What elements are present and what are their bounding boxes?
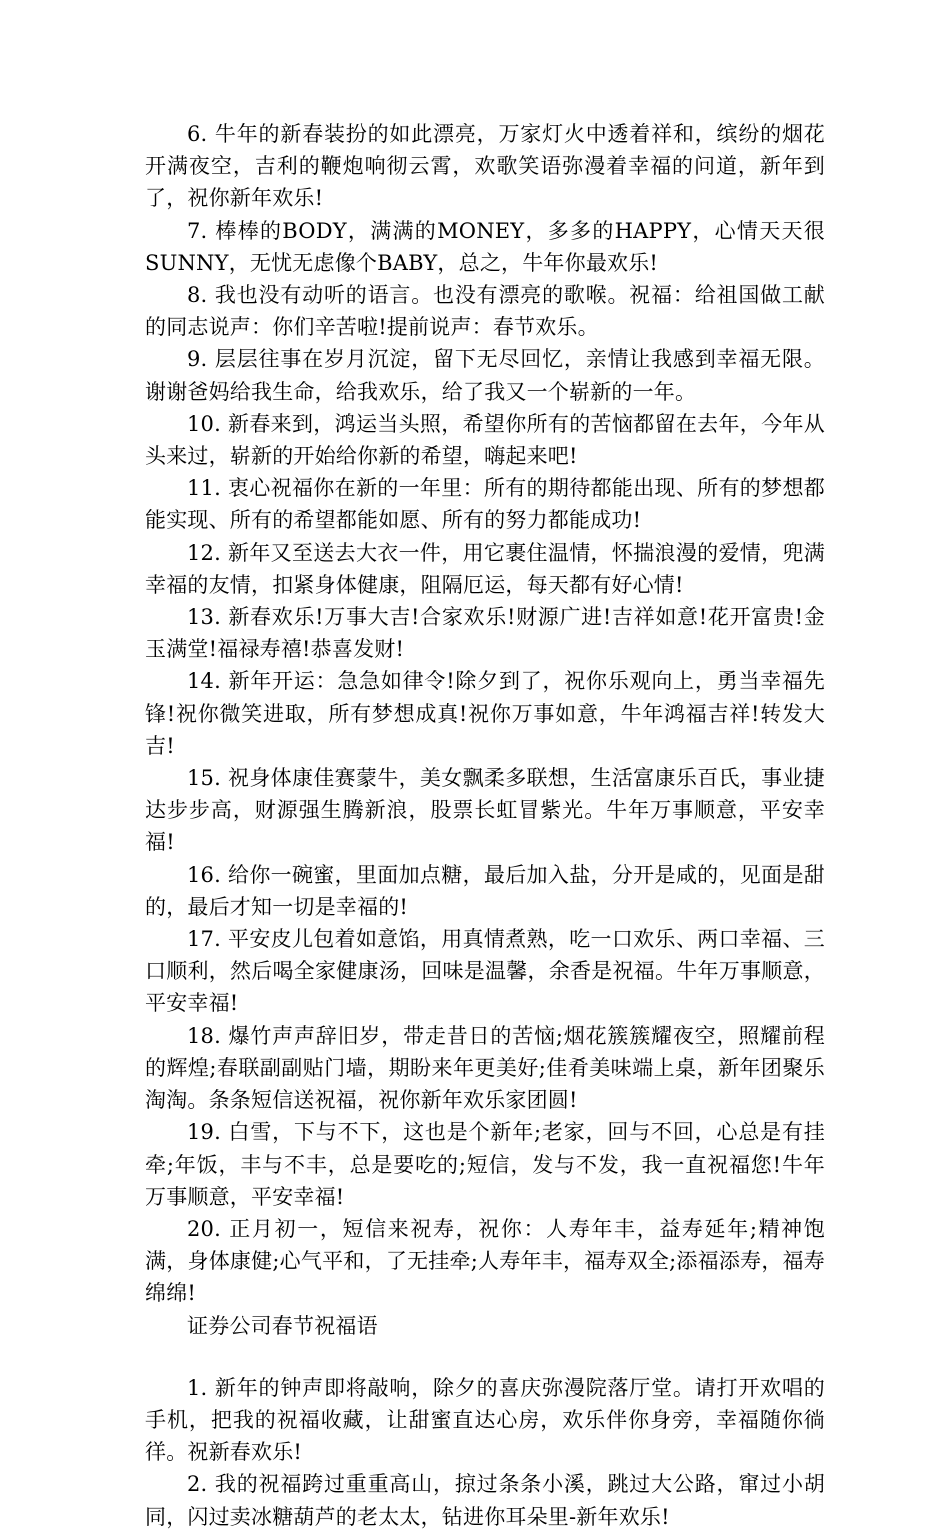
paragraph-16: 16. 给你一碗蜜，里面加点糖，最后加入盐，分开是咸的，见面是甜的，最后才知一切是幸福的! [145, 862, 825, 919]
paragraph-s2-1: 1. 新年的钟声即将敲响，除夕的喜庆弥漫院落厅堂。请打开欢唱的手机，把我的祝福收藏，让甜蜜直达心房，欢乐伴你身旁，幸福随你徜徉。祝新春欢乐! [145, 1375, 825, 1465]
paragraph-7: 7. 棒棒的BODY，满满的MONEY，多多的HAPPY，心情天天很SUNNY，无忧无虑像个BABY，总之，牛年你最欢乐! [145, 218, 825, 275]
paragraph-17: 17. 平安皮儿包着如意馅，用真情煮熟，吃一口欢乐、两口幸福、三口顺利，然后喝全家健康汤，回味是温馨，余香是祝福。牛年万事顺意，平安幸福! [145, 927, 825, 1016]
paragraph-6: 6. 牛年的新春装扮的如此漂亮，万家灯火中透着祥和，缤纷的烟花开满夜空，吉利的鞭炮响彻云霄，欢歌笑语弥漫着幸福的问道，新年到了，祝你新年欢乐! [145, 122, 825, 211]
paragraph-11: 11. 衷心祝福你在新的一年里：所有的期待都能出现、所有的梦想都能实现、所有的希望都能如愿、所有的努力都能成功! [145, 476, 825, 533]
paragraph-s2-2: 2. 我的祝福跨过重重高山，掠过条条小溪，跳过大公路，窜过小胡同，闪过卖冰糖葫芦的老太太，钻进你耳朵里-新年欢乐! [145, 1472, 825, 1529]
section-spacer [145, 1342, 825, 1372]
paragraph-8: 8. 我也没有动听的语言。也没有漂亮的歌喉。祝福：给祖国做工献的同志说声：你们辛苦啦!提前说声：春节欢乐。 [145, 283, 825, 340]
paragraph-15: 15. 祝身体康佳赛蒙牛，美女飘柔多联想，生活富康乐百氏，事业捷达步步高，财源强生腾新浪，股票长虹冒紫光。牛年万事顺意，平安幸福! [145, 766, 825, 855]
paragraph-14: 14. 新年开运：急急如律令!除夕到了，祝你乐观向上，勇当幸福先锋!祝你微笑进取，所有梦想成真!祝你万事如意，牛年鸿福吉祥!转发大吉! [145, 669, 825, 758]
paragraph-9: 9. 层层往事在岁月沉淀，留下无尽回忆，亲情让我感到幸福无限。谢谢爸妈给我生命，给我欢乐，给了我又一个崭新的一年。 [145, 347, 825, 404]
document-body [145, 118, 825, 1533]
paragraph-18: 18. 爆竹声声辞旧岁，带走昔日的苦恼;烟花簇簇耀夜空，照耀前程的辉煌;春联副副贴门墙，期盼来年更美好;佳肴美味端上桌，新年团聚乐淘淘。条条短信送祝福，祝你新年欢乐家团圆! [145, 1023, 825, 1113]
section-heading: 证券公司春节祝福语 [187, 1313, 378, 1338]
paragraph-19: 19. 白雪，下与不下，这也是个新年;老家，回与不回，心总是有挂牵;年饭，丰与不丰，总是要吃的;短信，发与不发，我一直祝福您!牛年万事顺意，平安幸福! [145, 1120, 825, 1209]
paragraph-10: 10. 新春来到，鸿运当头照，希望你所有的苦恼都留在去年，今年从头来过，崭新的开始给你新的希望，嗨起来吧! [145, 411, 825, 469]
paragraph-20: 20. 正月初一，短信来祝寿，祝你：人寿年丰，益寿延年;精神饱满，身体康健;心气平和，了无挂牵;人寿年丰，福寿双全;添福添寿，福寿绵绵! [145, 1216, 825, 1306]
paragraph-12: 12. 新年又至送去大衣一件，用它裹住温情，怀揣浪漫的爱情，兜满幸福的友情，扣紧身体健康，阻隔厄运，每天都有好心情! [145, 540, 825, 597]
paragraph-13: 13. 新春欢乐!万事大吉!合家欢乐!财源广进!吉祥如意!花开富贵!金玉满堂!福禄寿禧!恭喜发财! [145, 605, 825, 662]
